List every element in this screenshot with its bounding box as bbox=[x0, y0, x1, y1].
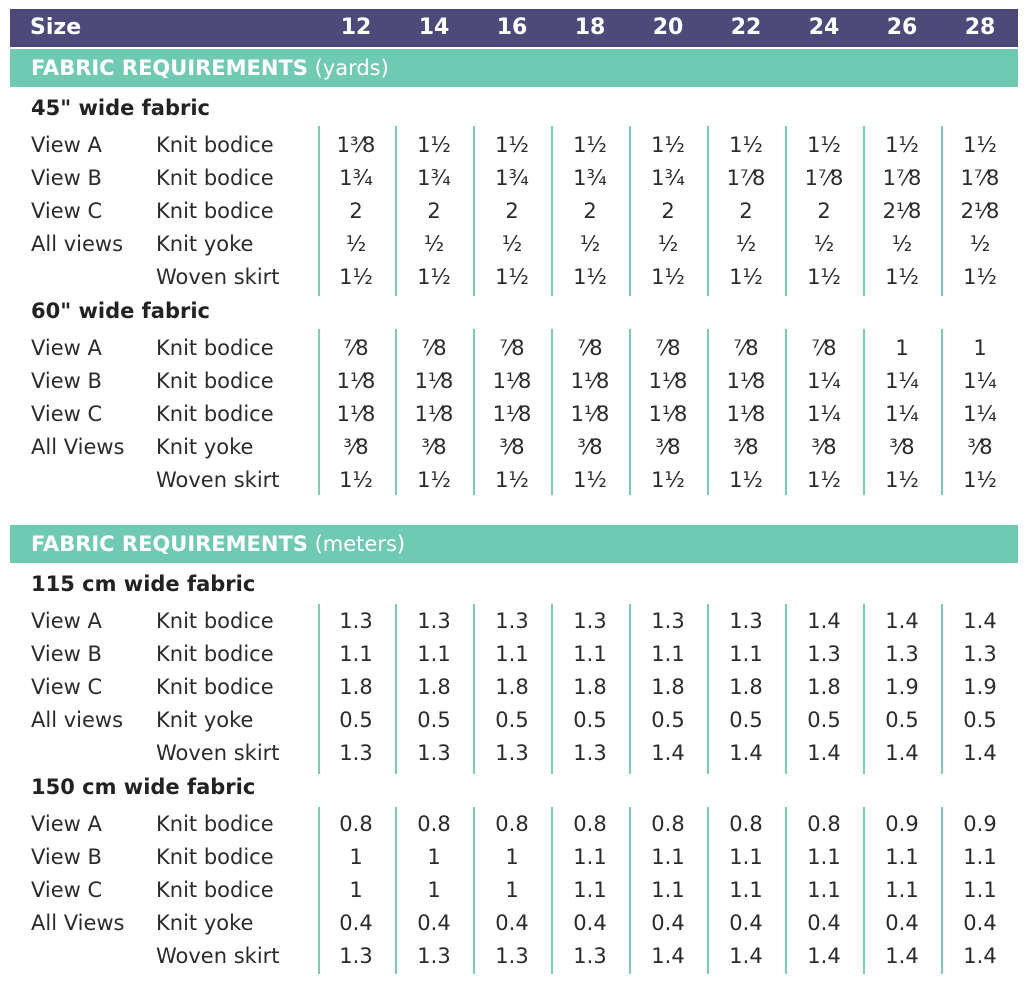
yardage-cell: ½ bbox=[579, 232, 601, 256]
yardage-cell: 0.5 bbox=[573, 708, 607, 732]
yardage-cell: 0.8 bbox=[339, 812, 373, 836]
yardage-cell: 0.5 bbox=[495, 708, 529, 732]
yardage-cell: 0.4 bbox=[339, 911, 373, 935]
yardage-cell: 1½ bbox=[651, 468, 685, 492]
yardage-cell: 0.4 bbox=[495, 911, 529, 935]
yardage-cell: 2 bbox=[427, 199, 441, 223]
yardage-cell: 2 bbox=[505, 199, 519, 223]
yardage-cell: 1.3 bbox=[339, 741, 373, 765]
garment-piece-label: Knit bodice bbox=[156, 199, 274, 223]
yardage-cell: 1½ bbox=[963, 468, 997, 492]
yardage-cell: 0.5 bbox=[729, 708, 763, 732]
yardage-cell: 1 bbox=[505, 878, 519, 902]
table-row bbox=[0, 841, 1024, 874]
yardage-cell: 1¹⁄8 bbox=[648, 402, 688, 426]
yardage-cell: 1½ bbox=[729, 265, 763, 289]
yardage-cell: ³⁄8 bbox=[655, 435, 681, 459]
yardage-cell: 1¼ bbox=[885, 369, 919, 393]
yardage-cell: 1½ bbox=[417, 133, 451, 157]
section-title: FABRIC REQUIREMENTS bbox=[31, 532, 308, 556]
view-label: View C bbox=[31, 199, 103, 223]
garment-piece-label: Woven skirt bbox=[156, 468, 280, 492]
yardage-cell: 1½ bbox=[573, 265, 607, 289]
yardage-cell: 2¹⁄8 bbox=[960, 199, 1000, 223]
yardage-cell: 1.8 bbox=[729, 675, 763, 699]
view-label: All views bbox=[31, 708, 124, 732]
yardage-cell: ³⁄8 bbox=[577, 435, 603, 459]
yardage-cell: 1¼ bbox=[807, 402, 841, 426]
size-column-header: 18 bbox=[574, 15, 606, 40]
yardage-cell: 1½ bbox=[807, 133, 841, 157]
yardage-cell: 1.1 bbox=[495, 642, 529, 666]
yardage-cell: 1³⁄8 bbox=[336, 133, 376, 157]
yardage-cell: 1.4 bbox=[885, 741, 919, 765]
garment-piece-label: Knit yoke bbox=[156, 911, 254, 935]
yardage-cell: 1⁷⁄8 bbox=[804, 166, 844, 190]
table-row bbox=[0, 638, 1024, 671]
garment-piece-label: Knit bodice bbox=[156, 878, 274, 902]
yardage-cell: 1 bbox=[349, 878, 363, 902]
yardage-cell: 0.8 bbox=[807, 812, 841, 836]
size-column-header: 14 bbox=[418, 15, 450, 40]
yardage-cell: 1.3 bbox=[573, 609, 607, 633]
fabric-width-title: 60" wide fabric bbox=[31, 299, 211, 323]
yardage-cell: 1¾ bbox=[573, 166, 607, 190]
yardage-cell: 1¹⁄8 bbox=[726, 402, 766, 426]
yardage-cell: 0.8 bbox=[651, 812, 685, 836]
view-label: View B bbox=[31, 642, 102, 666]
yardage-cell: 0.5 bbox=[963, 708, 997, 732]
garment-piece-label: Knit bodice bbox=[156, 642, 274, 666]
garment-piece-label: Knit bodice bbox=[156, 369, 274, 393]
garment-piece-label: Knit bodice bbox=[156, 845, 274, 869]
yardage-cell: 0.4 bbox=[651, 911, 685, 935]
yardage-cell: ³⁄8 bbox=[499, 435, 525, 459]
yardage-cell: 1.3 bbox=[651, 609, 685, 633]
garment-piece-label: Woven skirt bbox=[156, 741, 280, 765]
yardage-cell: 1.3 bbox=[495, 944, 529, 968]
garment-piece-label: Knit bodice bbox=[156, 402, 274, 426]
yardage-cell: 1.3 bbox=[339, 609, 373, 633]
yardage-cell: 2¹⁄8 bbox=[882, 199, 922, 223]
yardage-cell: 1 bbox=[505, 845, 519, 869]
yardage-cell: 1.3 bbox=[807, 642, 841, 666]
table-row bbox=[0, 605, 1024, 638]
yardage-cell: 1.4 bbox=[807, 741, 841, 765]
view-label: View A bbox=[31, 609, 102, 633]
view-label: View C bbox=[31, 675, 103, 699]
yardage-cell: 1¾ bbox=[495, 166, 529, 190]
yardage-cell: 0.5 bbox=[339, 708, 373, 732]
yardage-cell: 1.1 bbox=[651, 845, 685, 869]
yardage-cell: 1½ bbox=[339, 265, 373, 289]
section-header-bar bbox=[10, 525, 1018, 563]
yardage-cell: 1.4 bbox=[963, 944, 997, 968]
yardage-cell: ½ bbox=[501, 232, 523, 256]
yardage-cell: 1¹⁄8 bbox=[336, 369, 376, 393]
yardage-cell: ³⁄8 bbox=[889, 435, 915, 459]
yardage-cell: 0.4 bbox=[885, 911, 919, 935]
size-column-header: 16 bbox=[496, 15, 528, 40]
yardage-cell: 1½ bbox=[807, 265, 841, 289]
garment-piece-label: Knit bodice bbox=[156, 166, 274, 190]
yardage-cell: 1.1 bbox=[963, 845, 997, 869]
garment-piece-label: Woven skirt bbox=[156, 944, 280, 968]
section-unit: (yards) bbox=[307, 56, 389, 80]
yardage-cell: ⁷⁄8 bbox=[421, 336, 447, 360]
garment-piece-label: Knit bodice bbox=[156, 675, 274, 699]
view-label: View C bbox=[31, 402, 103, 426]
yardage-cell: 1½ bbox=[495, 133, 529, 157]
yardage-cell: ½ bbox=[657, 232, 679, 256]
yardage-cell: 0.5 bbox=[651, 708, 685, 732]
table-row bbox=[0, 808, 1024, 841]
yardage-cell: 1.1 bbox=[729, 878, 763, 902]
yardage-cell: 2 bbox=[739, 199, 753, 223]
garment-piece-label: Knit bodice bbox=[156, 336, 274, 360]
size-column-header: 22 bbox=[730, 15, 762, 40]
yardage-cell: 1½ bbox=[417, 468, 451, 492]
yardage-cell: 0.8 bbox=[495, 812, 529, 836]
yardage-cell: 1.8 bbox=[573, 675, 607, 699]
table-row bbox=[0, 940, 1024, 973]
yardage-cell: 1.8 bbox=[807, 675, 841, 699]
yardage-cell: 1.4 bbox=[807, 609, 841, 633]
yardage-cell: 1½ bbox=[885, 265, 919, 289]
yardage-cell: 1.1 bbox=[885, 878, 919, 902]
yardage-cell: 1.4 bbox=[651, 741, 685, 765]
table-row bbox=[0, 874, 1024, 907]
yardage-cell: 1½ bbox=[495, 468, 529, 492]
yardage-cell: 1¹⁄8 bbox=[492, 402, 532, 426]
yardage-cell: 0.8 bbox=[729, 812, 763, 836]
view-label: View B bbox=[31, 369, 102, 393]
view-label: All views bbox=[31, 232, 124, 256]
size-column-header: 24 bbox=[808, 15, 840, 40]
yardage-cell: ³⁄8 bbox=[733, 435, 759, 459]
table-row bbox=[0, 431, 1024, 464]
size-column-header: 12 bbox=[340, 15, 372, 40]
yardage-cell: 1.1 bbox=[339, 642, 373, 666]
yardage-cell: 1¼ bbox=[963, 402, 997, 426]
garment-piece-label: Knit yoke bbox=[156, 435, 254, 459]
table-row bbox=[0, 671, 1024, 704]
yardage-cell: 1.1 bbox=[963, 878, 997, 902]
yardage-cell: 2 bbox=[661, 199, 675, 223]
yardage-cell: ½ bbox=[813, 232, 835, 256]
yardage-cell: ½ bbox=[969, 232, 991, 256]
table-row bbox=[0, 737, 1024, 770]
yardage-cell: 1.3 bbox=[729, 609, 763, 633]
yardage-cell: 1¹⁄8 bbox=[570, 402, 610, 426]
yardage-cell: 1.4 bbox=[885, 944, 919, 968]
table-row bbox=[0, 907, 1024, 940]
yardage-cell: 1.1 bbox=[729, 845, 763, 869]
yardage-cell: 1½ bbox=[573, 133, 607, 157]
size-column-header: 28 bbox=[964, 15, 996, 40]
yardage-cell: 0.4 bbox=[807, 911, 841, 935]
yardage-cell: 1½ bbox=[495, 265, 529, 289]
garment-piece-label: Woven skirt bbox=[156, 265, 280, 289]
table-row bbox=[0, 162, 1024, 195]
table-row bbox=[0, 464, 1024, 497]
yardage-cell: 1¹⁄8 bbox=[648, 369, 688, 393]
yardage-cell: 1½ bbox=[573, 468, 607, 492]
yardage-cell: 1½ bbox=[729, 468, 763, 492]
yardage-cell: 1.1 bbox=[807, 878, 841, 902]
yardage-cell: 1.8 bbox=[417, 675, 451, 699]
section-header-bar bbox=[10, 49, 1018, 87]
yardage-cell: ³⁄8 bbox=[421, 435, 447, 459]
yardage-cell: 1.4 bbox=[963, 741, 997, 765]
table-row bbox=[0, 398, 1024, 431]
fabric-width-title: 115 cm wide fabric bbox=[31, 572, 256, 596]
size-header-bar bbox=[10, 9, 1018, 47]
section-unit: (meters) bbox=[307, 532, 406, 556]
yardage-cell: 1¼ bbox=[963, 369, 997, 393]
yardage-cell: 1⁷⁄8 bbox=[960, 166, 1000, 190]
yardage-cell: 0.4 bbox=[573, 911, 607, 935]
yardage-cell: 1½ bbox=[651, 133, 685, 157]
yardage-cell: 1.3 bbox=[573, 741, 607, 765]
yardage-cell: 0.8 bbox=[573, 812, 607, 836]
yardage-cell: 1 bbox=[427, 878, 441, 902]
section-title: FABRIC REQUIREMENTS bbox=[31, 56, 308, 80]
yardage-cell: 0.5 bbox=[417, 708, 451, 732]
garment-piece-label: Knit bodice bbox=[156, 812, 274, 836]
fabric-width-title: 45" wide fabric bbox=[31, 96, 211, 120]
yardage-cell: 1.3 bbox=[495, 741, 529, 765]
yardage-cell: 1½ bbox=[417, 265, 451, 289]
table-row bbox=[0, 332, 1024, 365]
yardage-cell: 1.1 bbox=[651, 642, 685, 666]
yardage-cell: 1.1 bbox=[885, 845, 919, 869]
yardage-cell: 1.1 bbox=[651, 878, 685, 902]
garment-piece-label: Knit yoke bbox=[156, 232, 254, 256]
yardage-cell: 1.3 bbox=[495, 609, 529, 633]
table-row bbox=[0, 365, 1024, 398]
yardage-cell: 1½ bbox=[963, 133, 997, 157]
yardage-cell: 0.9 bbox=[963, 812, 997, 836]
yardage-cell: 1 bbox=[427, 845, 441, 869]
yardage-cell: 1.1 bbox=[573, 845, 607, 869]
yardage-cell: 1¹⁄8 bbox=[414, 402, 454, 426]
yardage-cell: 1¹⁄8 bbox=[492, 369, 532, 393]
size-column-header: 20 bbox=[652, 15, 684, 40]
view-label: View B bbox=[31, 845, 102, 869]
yardage-cell: 1 bbox=[349, 845, 363, 869]
yardage-cell: 1 bbox=[895, 336, 909, 360]
yardage-cell: 1½ bbox=[651, 265, 685, 289]
yardage-cell: 1¾ bbox=[651, 166, 685, 190]
yardage-cell: ⁷⁄8 bbox=[343, 336, 369, 360]
table-row bbox=[0, 228, 1024, 261]
yardage-cell: 1.1 bbox=[573, 878, 607, 902]
yardage-cell: 1½ bbox=[729, 133, 763, 157]
yardage-cell: 1¹⁄8 bbox=[414, 369, 454, 393]
yardage-cell: 1.9 bbox=[963, 675, 997, 699]
yardage-cell: 1¼ bbox=[885, 402, 919, 426]
size-label: Size bbox=[30, 15, 82, 40]
garment-piece-label: Knit bodice bbox=[156, 133, 274, 157]
yardage-cell: 1¾ bbox=[417, 166, 451, 190]
yardage-cell: 1.4 bbox=[963, 609, 997, 633]
view-label: All Views bbox=[31, 911, 125, 935]
yardage-cell: ⁷⁄8 bbox=[577, 336, 603, 360]
table-row bbox=[0, 195, 1024, 228]
yardage-cell: 0.5 bbox=[807, 708, 841, 732]
yardage-cell: 1.1 bbox=[729, 642, 763, 666]
yardage-cell: 2 bbox=[817, 199, 831, 223]
yardage-cell: 1.4 bbox=[729, 741, 763, 765]
yardage-cell: 1½ bbox=[339, 468, 373, 492]
yardage-cell: 1.3 bbox=[417, 944, 451, 968]
yardage-cell: 1.4 bbox=[651, 944, 685, 968]
yardage-cell: 1¹⁄8 bbox=[570, 369, 610, 393]
yardage-cell: 0.9 bbox=[885, 812, 919, 836]
view-label: View A bbox=[31, 336, 102, 360]
yardage-cell: 1.3 bbox=[573, 944, 607, 968]
table-row bbox=[0, 129, 1024, 162]
yardage-cell: 1.4 bbox=[807, 944, 841, 968]
yardage-cell: 1¾ bbox=[339, 166, 373, 190]
yardage-cell: ⁷⁄8 bbox=[811, 336, 837, 360]
yardage-cell: 1⁷⁄8 bbox=[726, 166, 766, 190]
yardage-cell: 1.8 bbox=[651, 675, 685, 699]
yardage-cell: 1¼ bbox=[807, 369, 841, 393]
yardage-cell: ½ bbox=[891, 232, 913, 256]
yardage-cell: 1½ bbox=[885, 468, 919, 492]
yardage-cell: 1½ bbox=[885, 133, 919, 157]
yardage-cell: 0.4 bbox=[963, 911, 997, 935]
yardage-cell: 0.8 bbox=[417, 812, 451, 836]
table-row bbox=[0, 261, 1024, 294]
yardage-cell: 1.4 bbox=[729, 944, 763, 968]
view-label: All Views bbox=[31, 435, 125, 459]
yardage-cell: ³⁄8 bbox=[967, 435, 993, 459]
yardage-cell: 1.3 bbox=[417, 741, 451, 765]
view-label: View C bbox=[31, 878, 103, 902]
yardage-cell: 1⁷⁄8 bbox=[882, 166, 922, 190]
yardage-cell: 1.3 bbox=[339, 944, 373, 968]
yardage-cell: ½ bbox=[735, 232, 757, 256]
yardage-cell: 1½ bbox=[807, 468, 841, 492]
yardage-cell: 0.4 bbox=[417, 911, 451, 935]
yardage-cell: 0.5 bbox=[885, 708, 919, 732]
yardage-cell: 1.3 bbox=[417, 609, 451, 633]
yardage-cell: 1.8 bbox=[339, 675, 373, 699]
yardage-cell: 1.3 bbox=[885, 642, 919, 666]
size-column-header: 26 bbox=[886, 15, 918, 40]
yardage-cell: ³⁄8 bbox=[811, 435, 837, 459]
yardage-cell: 2 bbox=[583, 199, 597, 223]
yardage-cell: 0.4 bbox=[729, 911, 763, 935]
yardage-cell: 1.3 bbox=[963, 642, 997, 666]
yardage-cell: ⁷⁄8 bbox=[655, 336, 681, 360]
garment-piece-label: Knit yoke bbox=[156, 708, 254, 732]
yardage-cell: 1.4 bbox=[885, 609, 919, 633]
yardage-cell: 1.1 bbox=[807, 845, 841, 869]
fabric-width-title: 150 cm wide fabric bbox=[31, 775, 256, 799]
view-label: View B bbox=[31, 166, 102, 190]
yardage-cell: 1.1 bbox=[417, 642, 451, 666]
yardage-cell: ½ bbox=[423, 232, 445, 256]
yardage-cell: ½ bbox=[345, 232, 367, 256]
table-row bbox=[0, 704, 1024, 737]
yardage-cell: 1.1 bbox=[573, 642, 607, 666]
yardage-cell: ⁷⁄8 bbox=[499, 336, 525, 360]
yardage-cell: 1¹⁄8 bbox=[726, 369, 766, 393]
yardage-cell: 1½ bbox=[963, 265, 997, 289]
yardage-cell: 1 bbox=[973, 336, 987, 360]
yardage-cell: 1.8 bbox=[495, 675, 529, 699]
garment-piece-label: Knit bodice bbox=[156, 609, 274, 633]
yardage-cell: ⁷⁄8 bbox=[733, 336, 759, 360]
yardage-cell: 1.9 bbox=[885, 675, 919, 699]
yardage-cell: ³⁄8 bbox=[343, 435, 369, 459]
view-label: View A bbox=[31, 812, 102, 836]
yardage-cell: 2 bbox=[349, 199, 363, 223]
view-label: View A bbox=[31, 133, 102, 157]
yardage-cell: 1¹⁄8 bbox=[336, 402, 376, 426]
